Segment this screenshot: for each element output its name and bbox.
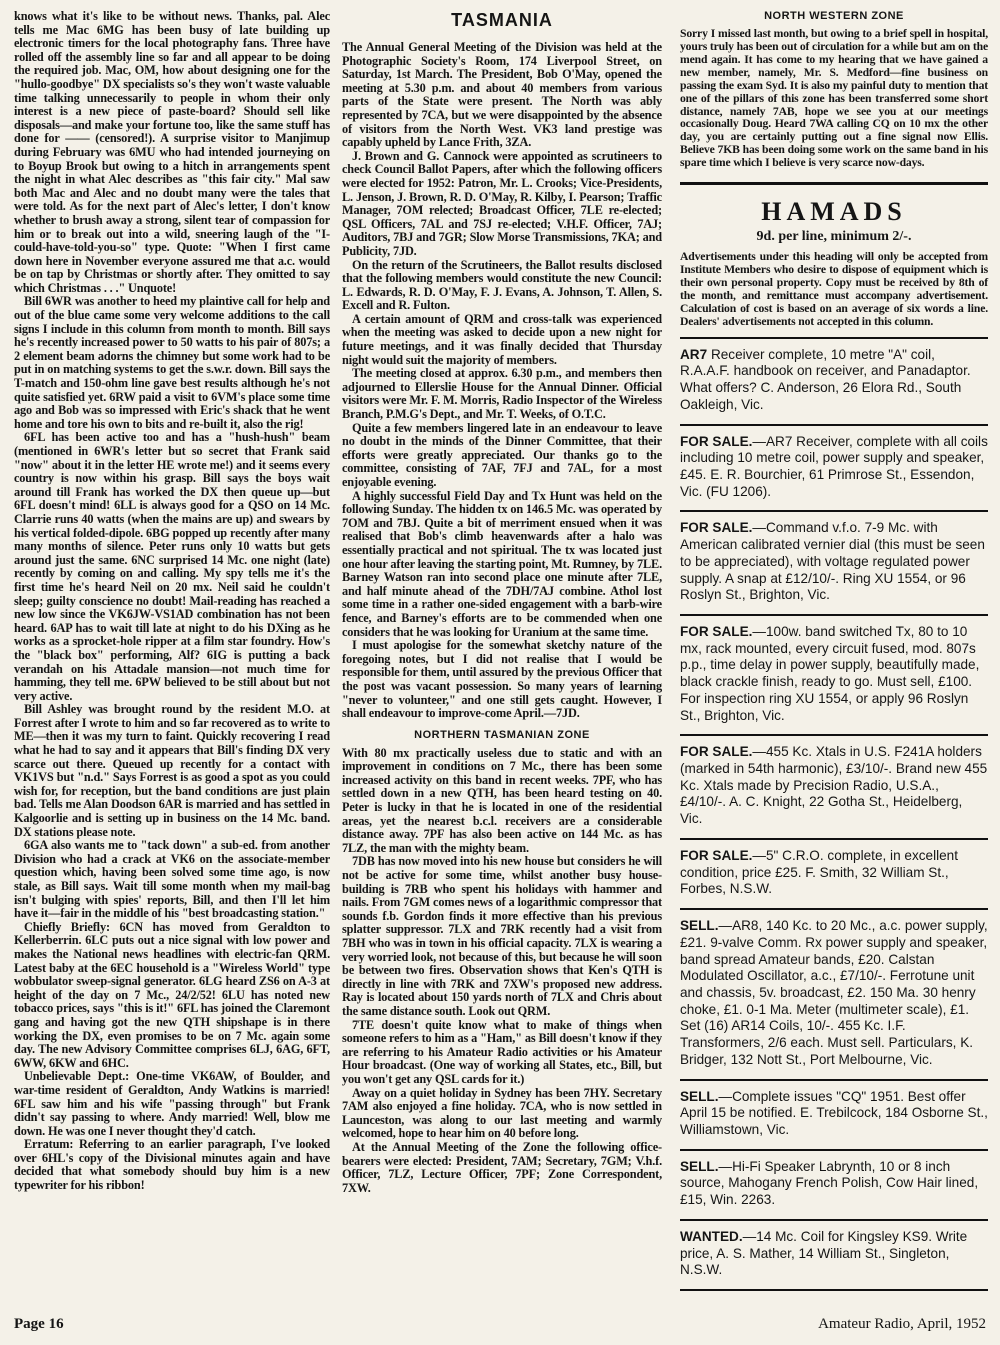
- zone-heading-north-western: NORTH WESTERN ZONE: [764, 10, 904, 22]
- ad-lead: SELL.: [680, 918, 719, 934]
- classified-ad: [680, 426, 988, 513]
- ad-text: —455 Kc. Xtals in U.S. F241A holders (marked in 54th harmonic), £3/10/-. Brand new 455 Kc. Xtals made by Precision Radio, U.S.A., £4/10/-. A. C. Knight, 22 Gotha St., Heidelberg, Vic.: [680, 744, 988, 827]
- ad-lead: SELL.: [680, 1088, 719, 1104]
- article-paragraph: 7DB has now moved into his new house but considers he will not be active for some time, whilst another busy house-building is 7RB who spent his holidays with hammer and nails. From 7GM comes news of a logarithmic compressor that sounds f.b. Gordon finds it more effective than his previous splatter suppressor. 7LX and 7RK recently had a visit from 7BH who was in town in his official capacity. 7LX is wearing a very worried look, not because of this, but because he will soon be between two fires. Observation shows that Ken's QTH is directly in line with 7RK and 7XW's proposed new address. Ray is located about 150 yards north of 7LX and Chris about the same distance south. Look out QRM.: [342, 854, 662, 1018]
- ad-lead: FOR SALE.: [680, 847, 753, 863]
- classified-ad: [680, 339, 988, 426]
- article-paragraph: The Annual General Meeting of the Division was held at the Photographic Society's Room, 174 Liverpool Street, on Saturday, 1st March. The President, Bob O'May, opened the meeting at 5.30 p.m. and about 40 members from various parts of the State were present. The North was ably represented by 7CA, but we were disappointed by the absence of visitors from the North West. VK3 land prestige was capably upheld by Lance Frith, 3ZA.: [342, 40, 662, 150]
- article-paragraph: On the return of the Scrutineers, the Ballot results disclosed that the following members would constitute the new Council: L. Edwards, R. D. O'May, F. J. Evans, A. Johnson, T. Allen, S. Excell and R. Fulton.: [342, 257, 662, 313]
- ad-lead: FOR SALE.: [680, 520, 753, 536]
- ad-lead: WANTED.: [680, 1228, 743, 1244]
- article-paragraph: 7TE doesn't quite know what to make of things when someone refers to him as a "Ham," as Bill doesn't know if they are referring to his Amateur Radio activities or his Amateur Hour broadcast. (One way of working all States, etc., Bill, but you won't get any QSL cards for it.): [342, 1017, 662, 1086]
- publication-line: Amateur Radio, April, 1952: [818, 1316, 986, 1332]
- article-paragraph: Quite a few members lingered late in an endeavour to leave no doubt in the minds of the Dinner Committee, that their efforts were greatly appreciated. Our thanks go to the committee, consisting of 7AF, 7FJ and 7AL, for a most enjoyable evening.: [342, 420, 662, 489]
- article-paragraph: Erratum: Referring to an earlier paragraph, I've looked over 6HL's copy of the Divisional minutes again and have decided that what somebody should buy him is a new typewriter for his ribbon!: [14, 1137, 330, 1193]
- ad-lead: FOR SALE.: [680, 744, 753, 760]
- ad-text: —Complete issues "CQ" 1951. Best offer April 15 be notified. E. Trebilcock, 184 Osborne St., Williamstown, Vic.: [680, 1088, 988, 1137]
- ad-lead: FOR SALE.: [680, 433, 753, 449]
- article-paragraph: With 80 mx practically useless due to static and with an improvement in conditions on 7 Mc., there has been some increased activity on this band in recent weeks. 7PF, who has settled down in a new QTH, has been heard testing on 40. Peter is lucky in that he is located in one of the residential areas, yet the nearest b.c.l. receivers are a considerable distance away. 7PF has also been active on 144 Mc. as has 7LZ, the man with the mighty beam.: [342, 745, 662, 855]
- article-paragraph: Chiefly Briefly: 6CN has moved from Geraldton to Kellerberrin. 6LC puts out a nice signal with low power and makes the National news headlines with electric-fan QRM. Latest baby at the 6EC household is a "Wireless World" type wobbulator sweep-signal generator. 6LG heard ZS6 on A-3 at height of the day on 7 Mc., 24/2/52! 6LU has noted new tobacco prices, says "this is it!" 6FL has joined the Claremont gang and having got the new QTH shipshape is in there working the DX, even promises to be on 7 Mc. again some day. The new Advisory Committee comprises 6LJ, 6AG, 6FT, 6WW, 6KW and 6HC.: [14, 919, 330, 1070]
- article-paragraph: Sorry I missed last month, but owing to a brief spell in hospital, yours truly has been out of circulation for a while but am on the mend again. It has come to my hearing that we have gained a new member, namely, Mr. S. Medford—fine business on passing the exam Syd. It is also my painful duty to mention that one of the pillars of this zone has been transferred some short distance, namely 7AB, hope we see you at our meetings occasionally Doug. Heard 7WA calling CQ on 10 mx the other day, you are certainly putting out a fine signal now Ellis. Believe 7KB has been doing some work on the same band in his spare time which I believe is very scarce now-days.: [680, 27, 988, 170]
- article-paragraph: Bill Ashley was brought round by the resident M.O. at Forrest after I wrote to him and so far recovered as to write to ME—then it was my turn to faint. Quickly recovering I read what he had to say and it appears that Bill's finding DX very scarce out there. Queued up recently for a contact with VK1VS but "n.d." Says Forrest is as good a spot as you could wish for, for reception, but the band conditions are just plain bad. Tells me Alan Doodson 6AR is married and has settled in Kalgoorlie and is setting up in business on the 14 Mc. band. DX stations please note.: [14, 702, 330, 839]
- hamads-title: HAMADS: [761, 197, 907, 227]
- classified-ad: [680, 1081, 988, 1151]
- article-paragraph: A certain amount of QRM and cross-talk was experienced when the meeting was asked to decide upon a new night for future meetings, and it was finally decided that Thursday night would suit the majority of members.: [342, 311, 662, 367]
- ad-text: —5" C.R.O. complete, in excellent condition, price £25. F. Smith, 32 William St., Forbes, N.S.W.: [680, 847, 958, 897]
- ad-text: —AR7 Receiver, complete with all coils including 10 metre coil, power supply and speaker, £45. E. R. Bourchier, 61 Primrose St., Essendon, Vic. (FU 1206).: [680, 433, 988, 499]
- classified-ad: [680, 1151, 988, 1221]
- classified-ad: [680, 616, 988, 736]
- article-paragraph: Unbelievable Dept.: One-time VK6AW, of Boulder, and war-time resident of Geraldton, Andy Watkins is married! 6FL saw him and his wife "passing through" but Frank didn't say passing to where. Andy married! Well, blow me down. He was one I never thought they'd catch.: [14, 1069, 330, 1138]
- ad-text: —100w. band switched Tx, 80 to 10 mx, rack mounted, every circuit fused, mod. 807s p.p., time delay in power supply, beautifully made, black crackle finish, ready to go. Must sell, £100. For inspection ring XU 1554, or apply 96 Roslyn St., Brighton, Vic.: [680, 624, 980, 723]
- article-paragraph: Bill 6WR was another to heed my plaintive call for help and out of the blue came some very welcome additions to the call signs I include in this column from month to month. Bill says he's recently increased power to 50 watts to his pair of 807s; a 2 element beam adorns the chimney but some work had to be put in on matching systems to get the s.w.r. down. Bill says the T-match and 150-ohm line gave best results although he's not quite satisfied yet. 6RW paid a visit to 6VM's place some time ago and Bob was so impressed with Eric's shack that he went home and tore his own to bits and re-built it, also the rig!: [14, 294, 330, 431]
- classified-ad: [680, 1221, 988, 1291]
- article-paragraph: At the Annual Meeting of the Zone the following office-bearers were elected: President, 7AM; Secretary, 7GM; V.h.f. Officer, 7LZ, Lecture Officer, 7PF; Zone Correspondent, 7XW.: [342, 1139, 662, 1195]
- section-heading-tasmania: TASMANIA: [451, 10, 553, 30]
- article-paragraph: knows what it's like to be without news. Thanks, pal. Alec tells me Mac 6MG has been busy of late building up electronic timers for the local photography fans. Three have rolled off the assembly line so far and all appear to be doing the required job. Mac, OM, how about designing one for the "hullo-goodbye" DX specialists so's they won't waste valuable time talking unnecessarily to people in whom their only interest is a new piece of paste-board? Should sell like disposals—and make your fortune too, like the same stuff has done for —— (censored!). A surprise visitor to Manjimup during February was 6MU who had intended journeying on to Boyup Brook but owing to a hitch in arrangements spent the night in what Alec describes as "this fair city." Mal saw both Mac and Alec and no doubt many were the tales that were told. As for the next part of Alec's letter, I don't know whether to brush away a strong, silent tear of compassion for him or to break out into a wild, sneering laugh of the "I-could-have-told-you-so" type. Quote: "When I first came down here in November everyone assured me that a.c. would be on tap by Christmas or shortly after. They omitted to say which Christmas . . ." Unquote!: [14, 9, 330, 295]
- ad-text: —14 Mc. Coil for Kingsley KS9. Write price, A. S. Mather, 14 William St., Singleton, N.S.W.: [680, 1228, 968, 1278]
- column-left: [14, 10, 330, 1193]
- classified-ad: [680, 512, 988, 616]
- ad-lead: SELL.: [680, 1158, 719, 1174]
- ad-text: —AR8, 140 Kc. to 20 Mc., a.c. power supply, £21. 9-valve Comm. Rx power supply and speaker, band spread Amateur bands, £20. Calstan Modulated Oscillator, a.c., £7/10/-. Ferrotune unit and chassis, 5v. broadcast, £2. 150 Ma. 30 henry choke, £1. 0-1 Ma. Meter (multimeter scale), £1. Set (16) AR14 Coils, 10/-. 455 Kc. I.F. Transformers, 2/6 each. Must sell. Particulars, K. Bridger, 132 Nott St., Port Melbourne, Vic.: [680, 918, 988, 1067]
- article-paragraph: 6GA also wants me to "tack down" a sub-ed. from another Division who had a crack at VK6 on the associate-member question which, having been solved some time ago, is now stale, as Bill says. Wait till some month when my mail-bag isn't bulging with spies' reports, Bill, and then I'll let him have it—fair in the middle of his "best broadcasting station.": [14, 838, 330, 921]
- section-divider: [680, 182, 988, 185]
- article-paragraph: J. Brown and G. Cannock were appointed as scrutineers to check Council Ballot Papers, after which the following officers were elected for 1952: Patron, Mr. L. Crooks; Vice-Presidents, L. Jenson, J. Brown, R. D. O'May, R. Kilby, I. Pearson; Traffic Manager, 7OM relected; Broadcast Officer, 7LE re-elected; QSL Officers, 7AL and 7SJ re-elected; V.H.F. Officer, 7AJ; Auditors, 7BJ and 7GR; Slow Morse Transmissions, 7KA; and Publicity, 7JD.: [342, 148, 662, 258]
- article-paragraph: The meeting closed at approx. 6.30 p.m., and members then adjourned to Ellerslie House for the Annual Dinner. Official visitors were Mr. F. M. Morris, Radio Inspector of the Wireless Branch, P.M.G's Dept., and Mr. T. Weeks, of O.T.C.: [342, 366, 662, 422]
- ad-text: —Command v.f.o. 7-9 Mc. with American calibrated vernier dial (this must be seen to be appreciated), with voltage regulated power supply. A snap at £12/10/-. Ring XU 1554, or 96 Roslyn St., Brighton, Vic.: [680, 520, 985, 603]
- article-paragraph: I must apologise for the somewhat sketchy nature of the foregoing notes, but I did not realise that I would be responsible for them, until assured by the previous Officer that the post was vacant possession. So many years of learning "never to volunteer," and one still gets caught. However, I shall endeavour to improve-come April.—7JD.: [342, 638, 662, 721]
- article-paragraph: Away on a quiet holiday in Sydney has been 7HY. Secretary 7AM also enjoyed a fine holiday. 7CA, who is now settled in Launceston, was along to our last meeting and warmly welcomed, hope to hear him on 40 before long.: [342, 1085, 662, 1141]
- ad-lead: AR7: [680, 346, 708, 362]
- page-number: Page 16: [14, 1316, 64, 1332]
- hamads-intro: Advertisements under this heading will only be accepted from Institute Members who desire to dispose of equipment which is their own personal property. Copy must be received by 8th of the month, and remittance must accompany advertisement. Calculation of cost is based on an average of six words a line. Dealers' advertisements not accepted in this column.: [680, 251, 988, 339]
- column-middle: [342, 10, 662, 1195]
- ad-lead: FOR SALE.: [680, 624, 753, 640]
- article-paragraph: A highly successful Field Day and Tx Hunt was held on the following Sunday. The hidden tx on 146.5 Mc. was operated by 7OM and 7BJ. Quite a bit of merriment ensued when it was realised that Bob's climb heavenwards after a halo was essentially practical and not spiritual. The tx was located just one hour after leaving the starting point, Mt. Rumney, by 7LE. Barney Watson ran into second place one minute after 7LE, and half minute ahead of the 7DH/7AJ combine. Athol lost some time in a rather one-sided engagement with a barb-wire fence, and Barney's efforts are to be commended when one considers that he was looking for Uranium at the same time.: [342, 488, 662, 639]
- hamads-rate: 9d. per line, minimum 2/-.: [756, 229, 912, 245]
- classified-ad: [680, 840, 988, 910]
- article-paragraph: 6FL has been active too and has a "hush-hush" beam (mentioned in 6WR's letter but so secret that Frank said "now" about it in the letter HE wrote me!) and it seems every country is now within his grasp. Bill says the boys wait around till Frank has worked the DX then queue up—but 6FL doesn't mind! 6LL is always good for a QSO on 14 Mc. Clarrie runs 40 watts (when the mains are up) and swears by his vertical folded-dipole. 6BG popped up recently after many many months of silence. Peter runs only 10 watts but gets around just the same. 6NC surprised 14 Mc. one night (late) recently by coming on and calling. My spy tells me it's the first time he's heard Neil on 20 mx. Neil said he couldn't sleep; guilty conscience no doubt! Mail-reading has reached a new low since the VK6JW-VS1AD combination has not been heard. 6AP has to wait till late at night to do his DXing as he works as a sprocket-hole ripper at a film star foundry. How's the "black box" performing, Alf? 6IG is putting a back verandah on his Attadale mansion—not much time for hamming, they tell me. 6PW believed to be still about but not very active.: [14, 430, 330, 703]
- classified-ad: [680, 910, 988, 1080]
- column-right: [680, 10, 988, 1291]
- classified-ad: [680, 736, 988, 840]
- zone-heading-northern-tasmanian: NORTHERN TASMANIAN ZONE: [414, 728, 590, 741]
- ad-text: —Hi-Fi Speaker Labrynth, 10 or 8 inch source, Mahogany French Polish, Cow Hair lined, £15, Win. 2263.: [680, 1158, 979, 1208]
- ad-text: Receiver complete, 10 metre "A" coil, R.A.A.F. handbook on receiver, and Panadaptor. What offers? C. Anderson, 26 Elora Rd., South Oakleigh, Vic.: [680, 346, 971, 412]
